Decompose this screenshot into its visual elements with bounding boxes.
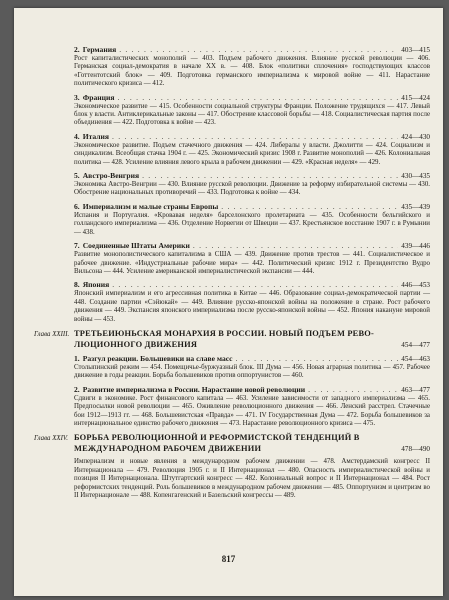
chapter-title: ТРЕТЬЕИЮНЬСКАЯ МОНАРХИЯ В РОССИИ. НОВЫЙ ПОДЪЕМ РЕВО- [74,328,374,338]
toc-entry-japan [74,280,430,324]
chapter-title: БОРЬБА РЕВОЛЮЦИОННОЙ И РЕФОРМИСТСКОЙ ТЕНДЕНЦИЙ В [74,433,360,443]
section-title: Япония [82,280,110,290]
dot-leader [142,171,398,181]
dot-leader [112,132,398,142]
section-number: 1. [74,353,80,363]
section-pages: 403—415 [401,46,430,54]
section-pages: 430—435 [401,172,430,181]
toc-entry-france [74,93,430,128]
toc-entry-italy [74,132,430,167]
section-number: 2. [74,45,80,54]
section-summary: Экономическое развитие — 415. Особенности социальной структуры Франции. Положение трудящихся — 417. Левый блок у власти. Антиклерикальные законы — 417. Обострение классовой борьбы — 418. Социалистическая партия после объединения — 422. Подготовка к войне — 423. [74,102,430,127]
toc-entry-germany [74,45,430,89]
dot-leader [119,45,398,55]
section-number: 8. [74,280,80,290]
section-number: 4. [74,131,80,141]
page-number: 817 [221,554,236,564]
section-title: Соединенные Штаты Америки [82,241,190,251]
chapter-pages: 454—477 [401,340,430,349]
section-pages: 463—477 [401,385,430,394]
dot-leader [236,354,399,364]
dot-leader [193,241,398,251]
section-summary: Сдвиги в экономике. Рост финансового капитала — 463. Усиление зависимости от западного империализма — 465. Предпосылки новой революции — 465. Оживление революционного движения — 466. Ленский расстрел. Стачечные бои 1912—1913 гг. — 468. Большевистская «Правда» — 471. IV Государственная Дума — 472. Борьба большевиков за интернациональное единство рабочего движения — 473. Нарастание революционного кризиса — 475. [74,394,430,427]
section-summary: Экономическое развитие. Подъем стачечного движения — 424. Либералы у власти. Джолитти — 424. Социализм и синдикализм. Всеобщая стачка 1904 г. — 425. Экономический кризис 1908 г. Развитие монополий — 426. Колониальная политика — 428. Усиление влияния левого крыла в рабочем движении — 429. «Красная неделя» — 429. [74,141,430,166]
toc-entry-small-countries [74,202,430,237]
chapter-heading-xxiii [34,328,430,350]
section-summary: Столыпинский режим — 454. Помещичье-буржуазный блок. III Дума — 456. Новая аграрная политика — 457. Рабочее движение в годы реакции. Борьба большевиков против оппортунистов — 460. [74,363,430,380]
section-number: 2. [74,384,80,394]
section-summary: Японский империализм и его агрессивная политика в Китае — 446. Образование социал-демократической партии — 448. Создание партии «Сэйюкай» — 449. Влияние русско-японской войны на положение в стране. Рост рабочего движения — 449. Экспансия японского империализма после русско-японской войны — 452. Япония накануне мировой войны — 453. [74,290,430,323]
section-pages: 435—439 [401,202,430,211]
dot-leader [112,280,398,290]
chapter-heading-xxiv [34,433,430,454]
book-page [14,8,443,596]
toc-entry-imperialism-russia [74,385,430,429]
toc-entry-usa [74,241,430,276]
section-title: Разгул реакции. Большевики на славе масс [82,353,233,363]
table-of-contents [34,45,430,500]
dot-leader [117,93,398,103]
section-pages: 415—424 [401,93,430,102]
section-summary: Испания и Португалия. «Кровавая неделя» барселонского пролетариата — 435. Особенности бельгийского и голландского империализма — 436. Отделение Норвегии от Швеции — 437. Крестьянское восстание 1907 г. в Румынии — 438. [74,211,430,236]
section-pages: 424—430 [401,132,430,141]
section-summary: Рост капиталистических монополий — 403. Подъем рабочего движения. Влияние русской революции — 406. Германская социал-демократия в начале XX в. — 408. Блок «политики сплочения» господствующих классов «Готтентотский блок» — 409. Подготовка германского империализма к мировой войне — 411. Нарастание политического кризиса — 412. [74,55,430,88]
chapter-title-continued: МЕЖДУНАРОДНОМ РАБОЧЕМ ДВИЖЕНИИ [74,444,262,454]
section-number: 7. [74,241,80,251]
section-summary: Развитие монополистического капитализма в США — 439. Движение против трестов — 441. Социалистическое и рабочее движение. «Индустриальные рабочие мира» — 442. Политический кризис 1912 г. Президентство Вудро Вильсона — 444. Усиление американской империалистической экспансии — 444. [74,251,430,275]
toc-entry-austria-hungary [74,171,430,198]
section-summary: Экономика Австро-Венгрии — 430. Влияние русской революции. Движение за реформу избирательной системы — 430. Обострение национальных противоречий — 433. Подготовка к войне — 434. [74,181,430,197]
chapter-summary: Империализм и новые явления в международном рабочем движении — 478. Амстердамский конгресс II Интернационала — 479. Революция 1905 г. и II Интернационал — 480. Опасность империалистической войны и позиция II Интернационала. Штутгартский конгресс — 482. Колониальный вопрос и II Интернационал — 484. Рост реформистских тенденций. Роль большевиков в международном рабочем движении — 485. Оппортунизм и центризм во II Интернационале — 488. Копенгагенский и Базельский конгрессы — 489. [74,458,430,499]
toc-entry-reaction [74,354,430,381]
chapter-title-continued: ЛЮЦИОННОГО ДВИЖЕНИЯ [74,339,198,349]
section-number: 3. [74,92,80,102]
chapter-label: Глава XXIII. [34,330,70,338]
section-pages: 446—453 [401,281,430,290]
section-title: Австро-Венгрия [82,171,140,181]
section-number: 6. [74,201,80,211]
chapter-label: Глава XXIV. [34,435,68,443]
chapter-pages: 478—490 [401,445,430,454]
section-number: 5. [74,171,80,181]
section-title: Развитие империализма в России. Нарастание новой революции [82,384,306,394]
section-pages: 454—463 [401,354,430,363]
section-title: Франция [82,92,115,102]
section-title: Германия [82,45,117,54]
section-title: Империализм и малые страны Европы [82,201,219,211]
dot-leader [221,202,398,212]
section-title: Италия [82,131,110,141]
dot-leader [308,385,398,395]
section-pages: 439—446 [401,242,430,251]
